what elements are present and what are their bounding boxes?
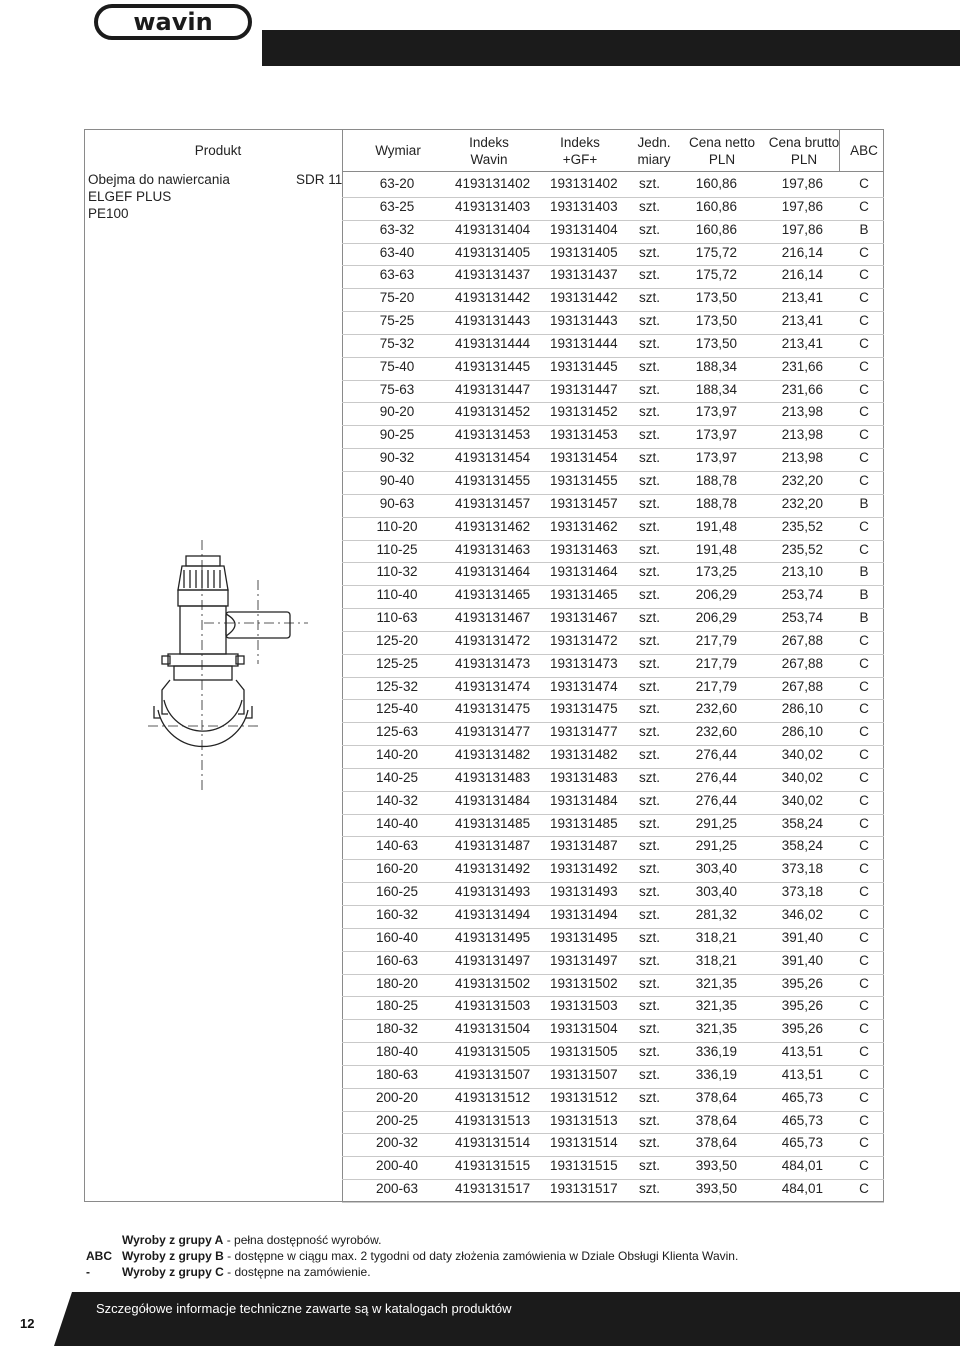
cell-gross-price: 232,20 xyxy=(781,472,823,488)
cell-abc: B xyxy=(859,587,869,603)
cell-gross-price: 373,18 xyxy=(781,861,823,877)
cell-dimension: 63-40 xyxy=(379,244,415,260)
table-row: 125-63 4193131477 193131477 szt. 232,60 286,10 C xyxy=(342,723,884,746)
product-name: Obejma do nawiercania ELGEF PLUS PE100 xyxy=(88,172,230,221)
cell-abc: B xyxy=(859,495,869,511)
cell-abc: C xyxy=(859,518,869,534)
cell-gross-price: 413,51 xyxy=(781,1066,823,1082)
cell-abc: B xyxy=(859,221,869,237)
cell-dimension: 200-20 xyxy=(375,1089,419,1105)
cell-dimension: 140-20 xyxy=(375,747,419,763)
col-header-index-gf: Indeks +GF+ xyxy=(560,135,600,167)
cell-gross-price: 235,52 xyxy=(781,541,823,557)
cell-abc: C xyxy=(859,747,869,763)
cell-gross-price: 465,73 xyxy=(781,1089,823,1105)
cell-net-price: 173,25 xyxy=(695,564,737,580)
cell-gross-price: 267,88 xyxy=(781,632,823,648)
cell-abc: C xyxy=(859,244,869,260)
cell-abc: C xyxy=(859,1021,869,1037)
cell-net-price: 378,64 xyxy=(695,1112,737,1128)
cell-abc: C xyxy=(859,313,869,329)
cell-gross-price: 197,86 xyxy=(781,221,823,237)
table-row: 140-32 4193131484 193131484 szt. 276,44 340,02 C xyxy=(342,792,884,815)
cell-abc: C xyxy=(859,632,869,648)
table-row: 63-63 4193131437 193131437 szt. 175,72 216,14 C xyxy=(342,266,884,289)
table-row: 110-40 4193131465 193131465 szt. 206,29 253,74 B xyxy=(342,586,884,609)
cell-gross-price: 484,01 xyxy=(781,1158,823,1174)
cell-abc: C xyxy=(859,450,869,466)
table-row: 140-63 4193131487 193131487 szt. 291,25 358,24 C xyxy=(342,837,884,860)
table-row: 63-25 4193131403 193131403 szt. 160,86 197,86 C xyxy=(342,198,884,221)
cell-abc: C xyxy=(859,427,869,443)
cell-abc: C xyxy=(859,701,869,717)
col-header-net-price: Cena netto PLN xyxy=(688,135,756,167)
cell-dimension: 90-20 xyxy=(379,404,415,420)
cell-dimension: 125-32 xyxy=(375,678,419,694)
table-row: 110-63 4193131467 193131467 szt. 206,29 253,74 B xyxy=(342,609,884,632)
cell-net-price: 321,35 xyxy=(695,975,737,991)
cell-net-price: 160,86 xyxy=(695,176,737,191)
table-row: 140-40 4193131485 193131485 szt. 291,25 358,24 C xyxy=(342,815,884,838)
page-number: 12 xyxy=(20,1316,35,1331)
cell-dimension: 110-32 xyxy=(376,564,418,580)
cell-abc: C xyxy=(859,678,869,694)
cell-abc: C xyxy=(859,998,869,1014)
table-row: 125-32 4193131474 193131474 szt. 217,79 267,88 C xyxy=(342,678,884,701)
cell-net-price: 276,44 xyxy=(695,747,737,763)
cell-abc: C xyxy=(859,381,869,397)
table-row: 90-25 4193131453 193131453 szt. 173,97 213,98 C xyxy=(342,426,884,449)
cell-dimension: 160-63 xyxy=(375,952,419,968)
cell-dimension: 180-20 xyxy=(375,975,419,991)
cell-dimension: 75-40 xyxy=(379,358,415,374)
cell-gross-price: 340,02 xyxy=(781,769,823,785)
cell-gross-price: 197,86 xyxy=(781,176,823,191)
cell-abc: C xyxy=(859,1066,869,1082)
cell-net-price: 188,34 xyxy=(695,358,737,374)
cell-gross-price: 216,14 xyxy=(781,267,823,283)
cell-abc: C xyxy=(859,472,869,488)
cell-abc: C xyxy=(859,769,869,785)
cell-abc: C xyxy=(859,1135,869,1151)
table-row: 63-32 4193131404 193131404 szt. 160,86 197,86 B xyxy=(342,221,884,244)
table-row: 75-63 4193131447 193131447 szt. 188,34 231,66 C xyxy=(342,381,884,404)
cell-gross-price: 197,86 xyxy=(781,198,823,214)
cell-net-price: 321,35 xyxy=(695,1021,737,1037)
cell-gross-price: 395,26 xyxy=(781,998,823,1014)
cell-dimension: 110-40 xyxy=(376,587,418,603)
cell-abc: C xyxy=(859,975,869,991)
cell-gross-price: 484,01 xyxy=(781,1181,823,1197)
cell-dimension: 140-63 xyxy=(375,838,419,854)
table-row: 125-40 4193131475 193131475 szt. 232,60 286,10 C xyxy=(342,700,884,723)
cell-net-price: 303,40 xyxy=(695,861,737,877)
cell-gross-price: 231,66 xyxy=(781,381,823,397)
cell-dimension: 180-25 xyxy=(375,998,419,1014)
logo-text: wavin xyxy=(133,9,213,35)
cell-abc: C xyxy=(859,335,869,351)
cell-net-price: 291,25 xyxy=(695,838,737,854)
cell-dimension: 63-25 xyxy=(379,198,415,214)
cell-gross-price: 213,10 xyxy=(781,564,823,580)
cell-net-price: 160,86 xyxy=(695,198,737,214)
table-row: 180-32 4193131504 193131504 szt. 321,35 395,26 C xyxy=(342,1020,884,1043)
cell-gross-price: 395,26 xyxy=(781,975,823,991)
table-row: 160-25 4193131493 193131493 szt. 303,40 373,18 C xyxy=(342,883,884,906)
cell-net-price: 188,78 xyxy=(695,472,737,488)
cell-dimension: 140-32 xyxy=(375,792,419,808)
cell-abc: C xyxy=(859,655,869,671)
cell-net-price: 206,29 xyxy=(695,587,737,603)
cell-gross-price: 213,98 xyxy=(781,404,823,420)
cell-abc: C xyxy=(859,792,869,808)
cell-gross-price: 395,26 xyxy=(781,1021,823,1037)
cell-abc: C xyxy=(859,952,869,968)
cell-dimension: 90-25 xyxy=(379,427,415,443)
cell-dimension: 75-20 xyxy=(379,290,415,306)
cell-gross-price: 267,88 xyxy=(781,678,823,694)
cell-dimension: 63-32 xyxy=(379,221,415,237)
cell-dimension: 75-63 xyxy=(379,381,415,397)
cell-abc: C xyxy=(859,1181,869,1197)
cell-abc: B xyxy=(859,564,869,580)
cell-gross-price: 216,14 xyxy=(781,244,823,260)
legend-abc: ABC - xyxy=(86,1249,112,1279)
cell-abc: C xyxy=(859,1112,869,1128)
table-row: 90-20 4193131452 193131452 szt. 173,97 213,98 C xyxy=(342,403,884,426)
header-bar xyxy=(262,30,960,66)
cell-dimension: 200-32 xyxy=(375,1135,419,1151)
table-row: 200-40 4193131515 193131515 szt. 393,50 484,01 C xyxy=(342,1157,884,1180)
table-row: 75-25 4193131443 193131443 szt. 173,50 213,41 C xyxy=(342,312,884,335)
cell-dimension: 75-32 xyxy=(379,335,415,351)
cell-dimension: 110-25 xyxy=(376,541,418,557)
cell-net-price: 281,32 xyxy=(695,907,737,922)
cell-abc: C xyxy=(859,358,869,374)
cell-net-price: 191,48 xyxy=(695,518,737,534)
cell-net-price: 303,40 xyxy=(695,884,737,900)
cell-dimension: 200-63 xyxy=(375,1181,419,1197)
table-row: 160-20 4193131492 193131492 szt. 303,40 373,18 C xyxy=(342,860,884,883)
cell-net-price: 188,78 xyxy=(695,495,737,511)
cell-net-price: 318,21 xyxy=(695,952,737,968)
cell-abc: C xyxy=(859,198,869,214)
cell-gross-price: 340,02 xyxy=(781,792,823,808)
table-row: 200-20 4193131512 193131512 szt. 378,64 465,73 C xyxy=(342,1089,884,1112)
table-row: 90-63 4193131457 193131457 szt. 188,78 232,20 B xyxy=(342,495,884,518)
cell-abc: C xyxy=(859,815,869,831)
cell-net-price: 336,19 xyxy=(695,1044,737,1060)
table-row: 125-25 4193131473 193131473 szt. 217,79 267,88 C xyxy=(342,655,884,678)
cell-net-price: 321,35 xyxy=(695,998,737,1014)
cell-gross-price: 391,40 xyxy=(781,929,823,945)
cell-net-price: 173,97 xyxy=(695,450,737,466)
cell-net-price: 217,79 xyxy=(695,632,737,648)
table-row: 180-63 4193131507 193131507 szt. 336,19 413,51 C xyxy=(342,1066,884,1089)
footer-note: Szczegółowe informacje techniczne zawarte są w katalogach produktów xyxy=(96,1301,512,1316)
table-row: 180-20 4193131502 193131502 szt. 321,35 395,26 C xyxy=(342,975,884,998)
cell-dimension: 160-40 xyxy=(375,929,419,945)
cell-dimension: 180-40 xyxy=(375,1044,419,1060)
table-row: 110-20 4193131462 193131462 szt. 191,48 235,52 C xyxy=(342,518,884,541)
table-row: 110-25 4193131463 193131463 szt. 191,48 235,52 C xyxy=(342,541,884,564)
table-row: 63-20 4193131402 193131402 szt. 160,86 197,86 C xyxy=(342,175,884,198)
cell-dimension: 90-32 xyxy=(379,450,415,466)
cell-dimension: 140-40 xyxy=(375,815,419,831)
cell-abc: C xyxy=(859,541,869,557)
cell-gross-price: 358,24 xyxy=(781,838,823,854)
cell-dimension: 125-63 xyxy=(375,724,419,740)
table-row: 125-20 4193131472 193131472 szt. 217,79 267,88 C xyxy=(342,632,884,655)
col-header-index-wavin: Indeks Wavin xyxy=(469,135,509,167)
cell-net-price: 173,50 xyxy=(695,290,737,306)
table-row: 75-40 4193131445 193131445 szt. 188,34 231,66 C xyxy=(342,358,884,381)
table-row: 160-63 4193131497 193131497 szt. 318,21 391,40 C xyxy=(342,952,884,975)
cell-dimension: 63-63 xyxy=(379,267,415,283)
cell-net-price: 175,72 xyxy=(695,244,737,260)
cell-gross-price: 232,20 xyxy=(781,495,823,511)
wavin-logo-mark xyxy=(103,9,243,35)
table-row: 200-32 4193131514 193131514 szt. 378,64 465,73 C xyxy=(342,1134,884,1157)
cell-dimension: 160-25 xyxy=(375,884,419,900)
legend-group-b: Wyroby z grupy B - dostępne w ciągu max. 2 tygodni od daty złożenia zamówienia w Dziale Obsługi Klienta Wavin. xyxy=(122,1249,739,1263)
cell-abc: C xyxy=(859,404,869,420)
cell-dimension: 180-63 xyxy=(375,1066,419,1082)
cell-dimension: 90-63 xyxy=(379,495,415,511)
cell-net-price: 173,50 xyxy=(695,335,737,351)
cell-gross-price: 213,98 xyxy=(781,427,823,443)
cell-dimension: 110-63 xyxy=(376,610,418,626)
cell-gross-price: 413,51 xyxy=(781,1044,823,1060)
cell-gross-price: 340,02 xyxy=(781,747,823,763)
product-sdr: SDR 11 xyxy=(296,172,343,187)
cell-gross-price: 465,73 xyxy=(781,1135,823,1151)
cell-net-price: 276,44 xyxy=(695,769,737,785)
cell-abc: C xyxy=(859,1044,869,1060)
cell-abc: C xyxy=(859,861,869,877)
cell-gross-price: 231,66 xyxy=(781,358,823,374)
cell-abc: C xyxy=(859,929,869,945)
cell-gross-price: 213,41 xyxy=(781,290,823,306)
table-row: 180-25 4193131503 193131503 szt. 321,35 395,26 C xyxy=(342,997,884,1020)
cell-net-price: 173,97 xyxy=(695,404,737,420)
cell-net-price: 206,29 xyxy=(695,610,737,626)
col-header-abc: ABC xyxy=(850,143,878,158)
cell-net-price: 160,86 xyxy=(695,221,737,237)
table-row: 160-40 4193131495 193131495 szt. 318,21 391,40 C xyxy=(342,929,884,952)
cell-net-price: 318,21 xyxy=(695,929,737,945)
tapping-saddle-drawing xyxy=(148,540,348,790)
table-row: 63-40 4193131405 193131405 szt. 175,72 216,14 C xyxy=(342,244,884,267)
wavin-logo xyxy=(94,4,252,40)
table-row: 140-20 4193131482 193131482 szt. 276,44 340,02 C xyxy=(342,746,884,769)
cell-dimension: 63-20 xyxy=(379,176,415,191)
table-row: 140-25 4193131483 193131483 szt. 276,44 340,02 C xyxy=(342,769,884,792)
cell-net-price: 393,50 xyxy=(695,1181,737,1197)
table-row: 200-63 4193131517 193131517 szt. 393,50 484,01 C xyxy=(342,1180,884,1203)
cell-abc: C xyxy=(859,267,869,283)
col-header-product: Produkt xyxy=(194,143,242,158)
cell-dimension: 180-32 xyxy=(375,1021,419,1037)
cell-dimension: 140-25 xyxy=(375,769,419,785)
cell-net-price: 217,79 xyxy=(695,655,737,671)
cell-gross-price: 346,02 xyxy=(781,907,823,922)
cell-net-price: 291,25 xyxy=(695,815,737,831)
cell-dimension: 160-20 xyxy=(375,861,419,877)
cell-gross-price: 286,10 xyxy=(781,701,823,717)
cell-gross-price: 253,74 xyxy=(781,610,823,626)
table-row: 75-20 4193131442 193131442 szt. 173,50 213,41 C xyxy=(342,289,884,312)
cell-dimension: 110-20 xyxy=(376,518,418,534)
cell-dimension: 125-40 xyxy=(375,701,419,717)
col-header-dimension: Wymiar xyxy=(375,143,421,158)
cell-net-price: 276,44 xyxy=(695,792,737,808)
cell-net-price: 232,60 xyxy=(695,724,737,740)
cell-gross-price: 465,73 xyxy=(781,1112,823,1128)
cell-net-price: 232,60 xyxy=(695,701,737,717)
cell-gross-price: 286,10 xyxy=(781,724,823,740)
cell-abc: C xyxy=(859,724,869,740)
cell-abc: C xyxy=(859,176,869,191)
cell-net-price: 217,79 xyxy=(695,678,737,694)
cell-net-price: 173,50 xyxy=(695,313,737,329)
cell-gross-price: 391,40 xyxy=(781,952,823,968)
row-divider xyxy=(342,1202,884,1203)
table-row: 110-32 4193131464 193131464 szt. 173,25 213,10 B xyxy=(342,563,884,586)
cell-gross-price: 213,41 xyxy=(781,335,823,351)
col-header-unit: Jedn. miary xyxy=(637,135,671,167)
cell-gross-price: 213,98 xyxy=(781,450,823,466)
cell-abc: C xyxy=(859,1158,869,1174)
cell-gross-price: 267,88 xyxy=(781,655,823,671)
cell-gross-price: 358,24 xyxy=(781,815,823,831)
cell-dimension: 200-25 xyxy=(375,1112,419,1128)
legend-group-c: Wyroby z grupy C - dostępne na zamówienie. xyxy=(122,1265,371,1279)
table-row: 180-40 4193131505 193131505 szt. 336,19 413,51 C xyxy=(342,1043,884,1066)
cell-net-price: 188,34 xyxy=(695,381,737,397)
cell-gross-price: 373,18 xyxy=(781,884,823,900)
cell-net-price: 173,97 xyxy=(695,427,737,443)
cell-gross-price: 253,74 xyxy=(781,587,823,603)
cell-abc: C xyxy=(859,1089,869,1105)
table-row: 200-25 4193131513 193131513 szt. 378,64 465,73 C xyxy=(342,1112,884,1135)
table-row: 75-32 4193131444 193131444 szt. 173,50 213,41 C xyxy=(342,335,884,358)
cell-net-price: 378,64 xyxy=(695,1089,737,1105)
cell-net-price: 378,64 xyxy=(695,1135,737,1151)
cell-net-price: 175,72 xyxy=(695,267,737,283)
cell-gross-price: 235,52 xyxy=(781,518,823,534)
cell-dimension: 160-32 xyxy=(375,907,419,922)
table-row: 90-40 4193131455 193131455 szt. 188,78 232,20 C xyxy=(342,472,884,495)
table-row: 90-32 4193131454 193131454 szt. 173,97 213,98 C xyxy=(342,449,884,472)
cell-gross-price: 213,41 xyxy=(781,313,823,329)
cell-dimension: 75-25 xyxy=(379,313,415,329)
cell-net-price: 336,19 xyxy=(695,1066,737,1082)
table-row: 160-32 4193131494 193131494 szt. 281,32 346,02 C xyxy=(342,906,884,929)
col-header-gross-price: Cena brutto PLN xyxy=(768,135,840,167)
cell-dimension: 125-20 xyxy=(375,632,419,648)
cell-dimension: 200-40 xyxy=(375,1158,419,1174)
header-divider xyxy=(342,171,884,172)
price-table-rows xyxy=(342,175,884,1203)
cell-abc: B xyxy=(859,610,869,626)
cell-abc: C xyxy=(859,290,869,306)
cell-abc: C xyxy=(859,907,869,922)
cell-net-price: 393,50 xyxy=(695,1158,737,1174)
legend-group-a: Wyroby z grupy A - pełna dostępność wyrobów. xyxy=(122,1233,382,1247)
cell-abc: C xyxy=(859,838,869,854)
cell-dimension: 90-40 xyxy=(379,472,415,488)
cell-dimension: 125-25 xyxy=(375,655,419,671)
cell-abc: C xyxy=(859,884,869,900)
cell-net-price: 191,48 xyxy=(695,541,737,557)
